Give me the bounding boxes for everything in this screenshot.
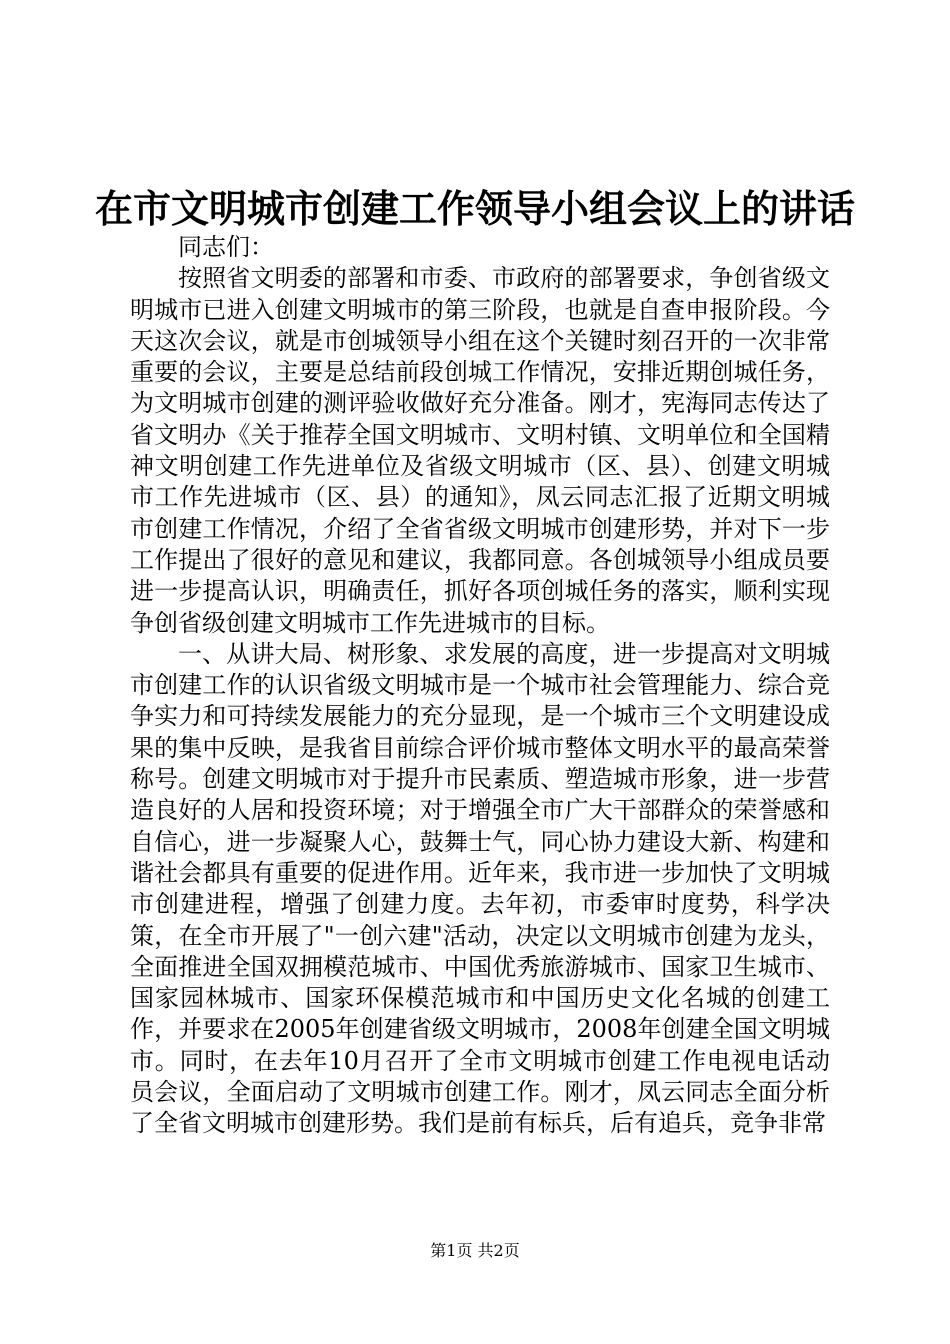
document-title: 在市文明城市创建工作领导小组会议上的讲话 xyxy=(94,186,855,231)
salutation-paragraph: 同志们： xyxy=(178,233,274,261)
page-footer: 第1页 共2页 xyxy=(430,1241,520,1260)
body-paragraph: 按照省文明委的部署和市委、市政府的部署要求，争创省级文明城市已进入创建文明城市的第三阶段，也就是自查申报阶段。今天这次会议，就是市创城领导小组在这个关键时刻召开的一次非常重要的会议，主要是总结前段创城工作情况，安排近期创城任务，为文明城市创建的测评验收做好充分准备。刚才，宪海同志传达了省文明办《关于推荐全国文明城市、文明村镇、文明单位和全国精神文明创建工作先进单位及省级文明城市（区、县）、创建文明城市工作先进城市（区、县）的通知》，凤云同志汇报了近期文明城市创建工作情况，介绍了全省省级文明城市创建形势，并对下一步工作提出了很好的意见和建议，我都同意。各创城领导小组成员要进一步提高认识，明确责任，抓好各项创城任务的落实，顺利实现争创省级创建文明城市工作先进城市的目标。 xyxy=(130,264,830,637)
body-paragraph: 一、从讲大局、树形象、求发展的高度，进一步提高对文明城市创建工作的认识省级文明城市是一个城市社会管理能力、综合竞争实力和可持续发展能力的充分显现，是一个城市三个文明建设成果的集中反映，是我省目前综合评价城市整体文明水平的最高荣誉称号。创建文明城市对于提升市民素质、塑造城市形象，进一步营造良好的人居和投资环境；对于增强全市广大干部群众的荣誉感和自信心，进一步凝聚人心，鼓舞士气，同心协力建设大新、构建和谐社会都具有重要的促进作用。近年来，我市进一步加快了文明城市创建进程，增强了创建力度。去年初，市委审时度势，科学决策，在全市开展了"一创六建"活动，决定以文明城市创建为龙头，全面推进全国双拥模范城市、中国优秀旅游城市、国家卫生城市、国家园林城市、国家环保模范城市和中国历史文化名城的创建工作，并要求在2005年创建省级文明城市，2008年创建全国文明城市。同时，在去年10月召开了全市文明城市创建工作电视电话动员会议，全面启动了文明城市创建工作。刚才，凤云同志全面分析了全省文明城市创建形势。我们是前有标兵，后有追兵，竞争非常 xyxy=(130,639,830,1138)
document-body xyxy=(130,232,830,1140)
